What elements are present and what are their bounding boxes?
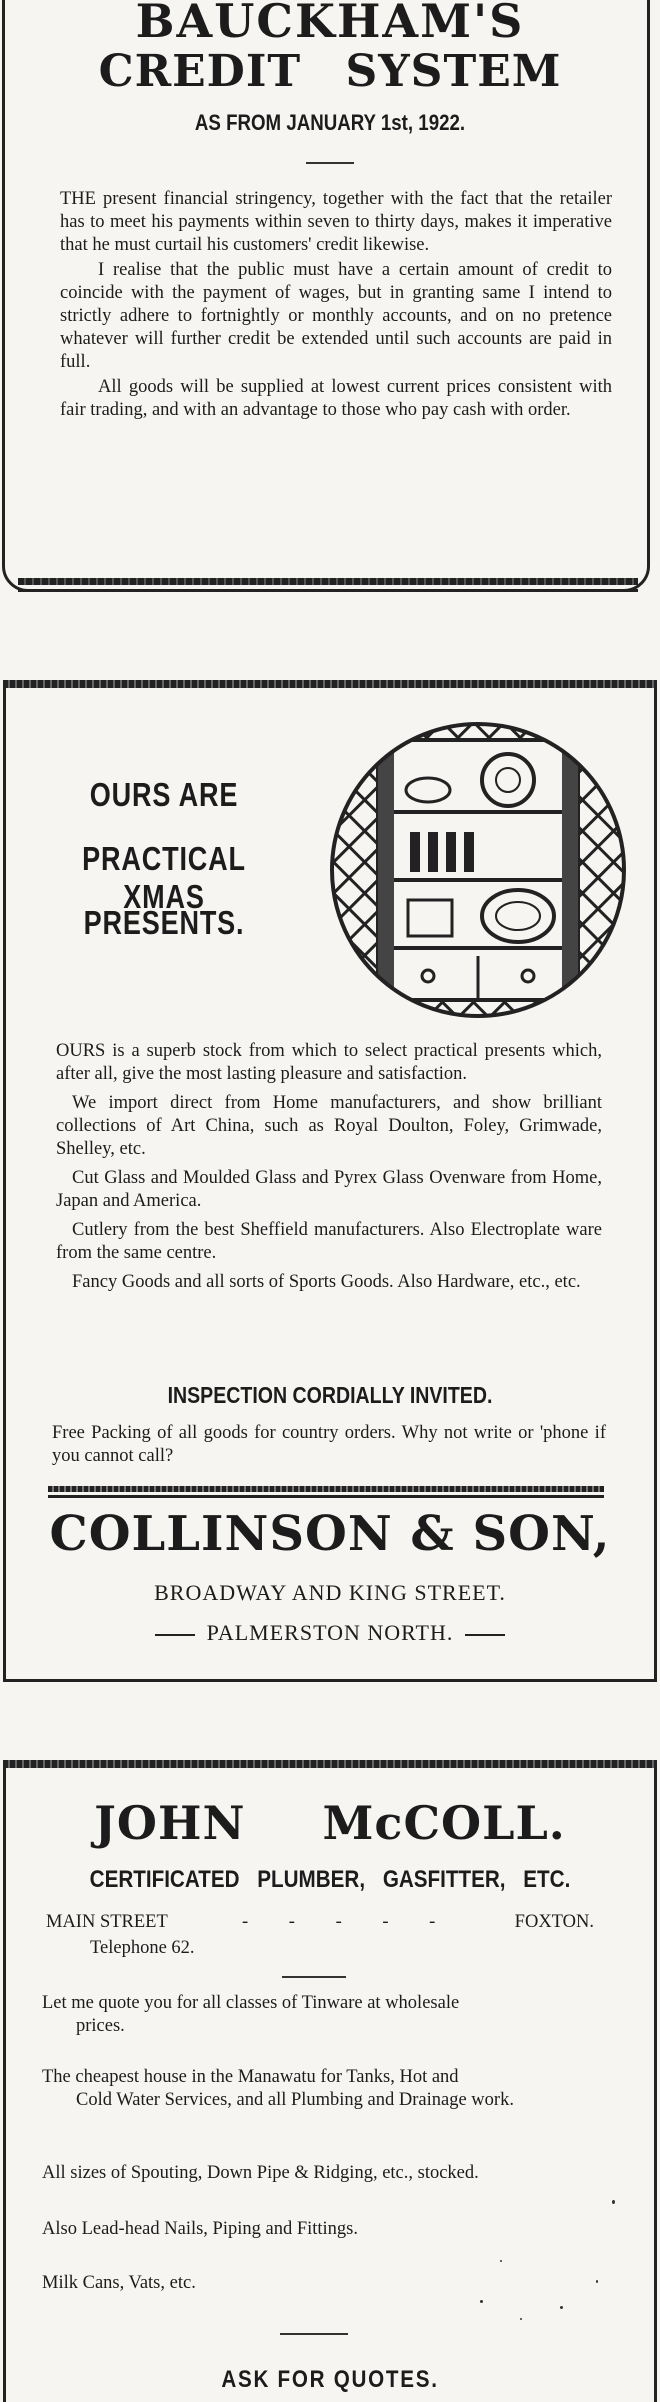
paragraph: We import direct from Home manufacturers, and show brilliant collections of Art China, such as Royal Doulton, Foley, Grimwade, Shelley, etc. bbox=[56, 1093, 602, 1159]
decorative-rule bbox=[18, 589, 638, 592]
decorative-rule bbox=[3, 1760, 657, 1768]
inspection-invitation: INSPECTION CORDIALLY INVITED. bbox=[167, 1382, 493, 1408]
print-speck bbox=[500, 2260, 502, 2262]
item-text: Let me quote you for all classes of Tinware at wholesale bbox=[42, 1993, 460, 2013]
town-name: FOXTON. bbox=[514, 1912, 594, 1932]
mccoll-plumber-advert bbox=[0, 1760, 660, 2402]
print-speck bbox=[520, 2318, 522, 2320]
heading-line: OURS ARE bbox=[89, 776, 239, 813]
paragraph: I realise that the public must have a certain amount of credit to coincide with the payment of wages, but in granting same I intend to strictly adhere to fortnightly or monthly accounts, and on no pretence whatever will further credit be extended until such accounts are paid in full. bbox=[60, 260, 612, 372]
effective-date: AS FROM JANUARY 1st, 1922. bbox=[194, 110, 466, 135]
decorative-rule bbox=[3, 680, 657, 688]
street-line bbox=[46, 1912, 594, 1933]
leader-dashes: - - - - - bbox=[242, 1912, 454, 1932]
heading-line: PRESENTS. bbox=[83, 904, 245, 941]
closing-call: ASK FOR QUOTES. bbox=[221, 2366, 439, 2393]
paragraph: Fancy Goods and all sorts of Sports Goods. Also Hardware, etc., etc. bbox=[72, 1272, 581, 1292]
paragraph: All goods will be supplied at lowest current prices consistent with fair trading, and with an advantage to those who pay cash with order. bbox=[60, 377, 612, 420]
decorative-rule bbox=[48, 1495, 604, 1498]
item-text: All sizes of Spouting, Down Pipe & Ridging, etc., stocked. bbox=[42, 2163, 479, 2183]
divider bbox=[280, 2333, 348, 2335]
advert-title-line2: CREDIT SYSTEM bbox=[98, 46, 562, 97]
divider bbox=[282, 1976, 346, 1978]
paragraph: Free Packing of all goods for country orders. Why not write or 'phone if you cannot call? bbox=[52, 1423, 606, 1466]
collinson-xmas-advert bbox=[0, 680, 660, 1682]
address-line: BROADWAY AND KING STREET. bbox=[154, 1580, 506, 1605]
decorative-rule bbox=[48, 1486, 604, 1492]
service-item bbox=[42, 1992, 606, 2038]
divider bbox=[306, 162, 354, 164]
item-text: Milk Cans, Vats, etc. bbox=[42, 2273, 196, 2293]
china-cabinet-icon bbox=[318, 720, 638, 1020]
address-line-town bbox=[0, 1620, 660, 1646]
heading-line: PRACTICAL XMAS bbox=[82, 840, 246, 915]
town-name: PALMERSTON NORTH. bbox=[206, 1620, 454, 1645]
baukham-credit-advert bbox=[0, 0, 660, 612]
print-speck bbox=[480, 2300, 483, 2303]
trade-line: CERTIFICATED PLUMBER, GASFITTER, ETC. bbox=[89, 1866, 571, 1893]
item-text: Also Lead-head Nails, Piping and Fittings. bbox=[42, 2219, 359, 2239]
street-name: MAIN STREET bbox=[46, 1912, 168, 1932]
service-item bbox=[42, 2066, 606, 2112]
service-item bbox=[42, 2272, 606, 2295]
advert-body bbox=[56, 1040, 602, 1300]
service-item bbox=[42, 2218, 606, 2241]
paragraph: THE present financial stringency, together with the fact that the retailer has to meet his payments within seven to thirty days, makes it imperative that he must curtail his customers' credit likewise. bbox=[60, 189, 612, 255]
print-speck bbox=[596, 2280, 598, 2283]
decorative-rule bbox=[18, 578, 638, 585]
print-speck bbox=[560, 2306, 563, 2309]
paragraph: Cut Glass and Moulded Glass and Pyrex Glass Ovenware from Home, Japan and America. bbox=[56, 1168, 602, 1211]
paragraph: Cutlery from the best Sheffield manufacturers. Also Electroplate ware from the same centre. bbox=[56, 1220, 602, 1263]
firm-name: COLLINSON & SON, bbox=[49, 1506, 611, 1562]
paragraph: OURS is a superb stock from which to select practical presents which, after all, give the most lasting pleasure and satisfaction. bbox=[56, 1041, 602, 1084]
advert-title-line1: BAUCKHAM'S bbox=[135, 0, 525, 48]
item-text: The cheapest house in the Manawatu for Tanks, Hot and bbox=[42, 2067, 459, 2087]
dash-ornament bbox=[465, 1634, 505, 1636]
dash-ornament bbox=[155, 1634, 195, 1636]
print-speck bbox=[612, 2200, 615, 2204]
free-packing-note bbox=[52, 1422, 606, 1468]
item-text-continued: Cold Water Services, and all Plumbing and Drainage work. bbox=[76, 2090, 514, 2110]
tradesman-name: JOHN McCOLL. bbox=[94, 1796, 566, 1850]
telephone: Telephone 62. bbox=[90, 1938, 195, 1958]
item-text-continued: prices. bbox=[76, 2016, 125, 2036]
service-item bbox=[42, 2162, 606, 2185]
advert-body bbox=[60, 188, 612, 424]
